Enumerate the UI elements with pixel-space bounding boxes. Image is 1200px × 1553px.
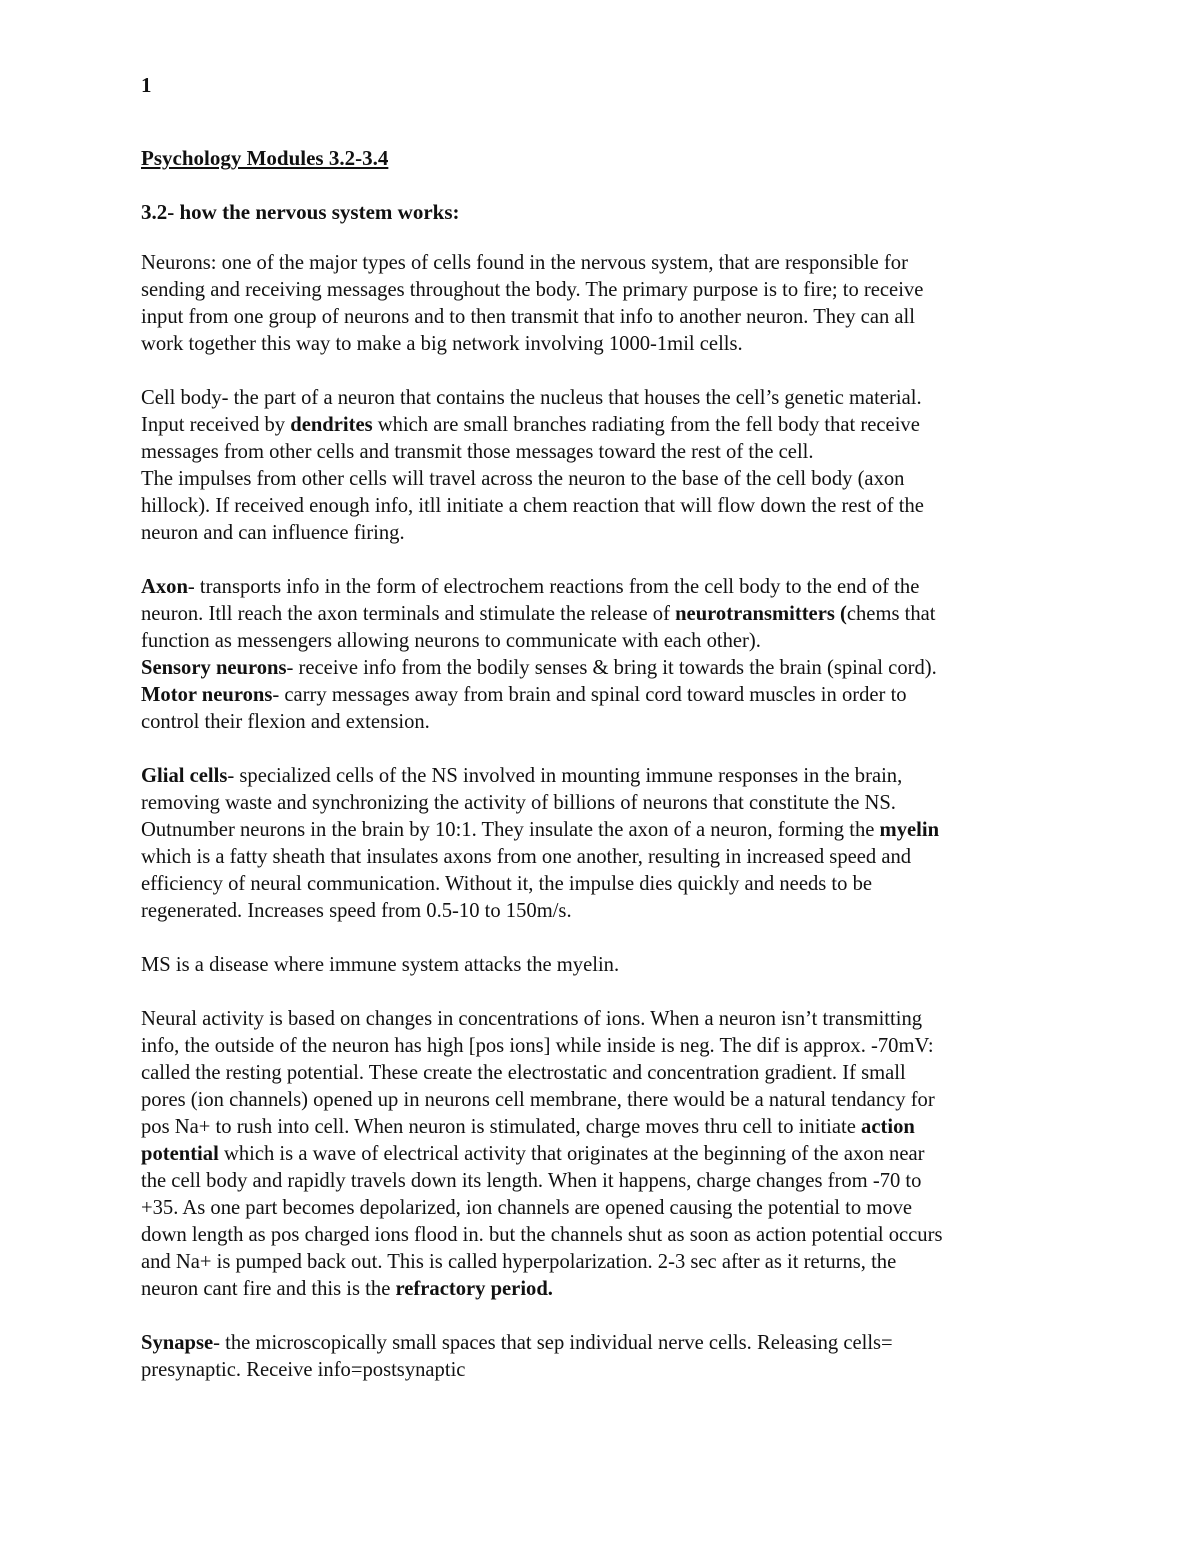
text-line: potential which is a wave of electrical activity that originates at the beginning of the axon near xyxy=(141,1143,925,1165)
text-line: called the resting potential. These create the electrostatic and concentration gradient. If small xyxy=(141,1062,906,1084)
text-line: sending and receiving messages throughout the body. The primary purpose is to fire; to receive xyxy=(141,279,924,301)
paragraph-axon xyxy=(141,574,1071,736)
term-glial-cells: Glial cells xyxy=(141,765,228,787)
text-line: neuron cant fire and this is the refractory period. xyxy=(141,1278,553,1300)
text-line: Synapse- the microscopically small spaces that sep individual nerve cells. Releasing cells= xyxy=(141,1332,893,1354)
text-line: Motor neurons- carry messages away from brain and spinal cord toward muscles in order to xyxy=(141,684,907,706)
paragraph-synapse xyxy=(141,1330,1071,1384)
term-action: action xyxy=(861,1116,915,1138)
text-line: pos Na+ to rush into cell. When neuron is stimulated, charge moves thru cell to initiate action xyxy=(141,1116,915,1138)
term-motor-neurons: Motor neurons xyxy=(141,684,273,706)
text-line: work together this way to make a big network involving 1000-1mil cells. xyxy=(141,333,743,355)
page-number: 1 xyxy=(141,73,152,97)
text-line: Neurons: one of the major types of cells found in the nervous system, that are responsible for xyxy=(141,252,908,274)
text-line: removing waste and synchronizing the activity of billions of neurons that constitute the NS. xyxy=(141,792,896,814)
term-synapse: Synapse xyxy=(141,1332,214,1354)
text-line: Glial cells- specialized cells of the NS involved in mounting immune responses in the brain, xyxy=(141,765,903,787)
text-line: pores (ion channels) opened up in neurons cell membrane, there would be a natural tendancy for xyxy=(141,1089,935,1111)
term-neurotransmitters: neurotransmitters ( xyxy=(675,603,847,625)
text-line: neuron and can influence firing. xyxy=(141,522,405,544)
text-line: Axon- transports info in the form of electrochem reactions from the cell body to the end of the xyxy=(141,576,920,598)
paragraph-neurons xyxy=(141,250,1071,358)
text-line: and Na+ is pumped back out. This is called hyperpolarization. 2-3 sec after as it returns, the xyxy=(141,1251,897,1273)
text-line: Sensory neurons- receive info from the bodily senses & bring it towards the brain (spinal cord). xyxy=(141,657,937,679)
text-line: function as messengers allowing neurons to communicate with each other). xyxy=(141,630,761,652)
term-potential: potential xyxy=(141,1143,219,1165)
text-line: regenerated. Increases speed from 0.5-10 to 150m/s. xyxy=(141,900,572,922)
text-line: the cell body and rapidly travels down its length. When it happens, charge changes from -70 to xyxy=(141,1170,922,1192)
paragraph-glial-cells xyxy=(141,763,1071,925)
text-line: Cell body- the part of a neuron that contains the nucleus that houses the cell’s genetic material. xyxy=(141,387,922,409)
term-sensory-neurons: Sensory neurons xyxy=(141,657,287,679)
text-line: messages from other cells and transmit those messages toward the rest of the cell. xyxy=(141,441,814,463)
text-line: input from one group of neurons and to then transmit that info to another neuron. They can all xyxy=(141,306,915,328)
term-myelin: myelin xyxy=(879,819,940,841)
text-line: down length as pos charged ions flood in. but the channels shut as soon as action potential occurs xyxy=(141,1224,943,1246)
text-line: Outnumber neurons in the brain by 10:1. They insulate the axon of a neuron, forming the myelin xyxy=(141,819,940,841)
paragraph-cell-body xyxy=(141,385,1071,547)
text-line: info, the outside of the neuron has high [pos ions] while inside is neg. The dif is approx. -70mV: xyxy=(141,1035,934,1057)
term-refractory-period: refractory period. xyxy=(395,1278,553,1300)
document-title: Psychology Modules 3.2-3.4 xyxy=(141,146,389,170)
text-line: hillock). If received enough info, itll initiate a chem reaction that will flow down the rest of the xyxy=(141,495,924,517)
text-line: which is a fatty sheath that insulates axons from one another, resulting in increased speed and xyxy=(141,846,912,868)
text-line: neuron. Itll reach the axon terminals and stimulate the release of neurotransmitters (chems that xyxy=(141,603,936,625)
text-line: +35. As one part becomes depolarized, ion channels are opened causing the potential to move xyxy=(141,1197,913,1219)
text-line: The impulses from other cells will travel across the neuron to the base of the cell body (axon xyxy=(141,468,905,490)
section-heading: 3.2- how the nervous system works: xyxy=(141,200,460,224)
text-line: control their flexion and extension. xyxy=(141,711,430,733)
text-line: presynaptic. Receive info=postsynaptic xyxy=(141,1359,466,1381)
paragraph-ms xyxy=(141,952,1071,979)
text-line: Input received by dendrites which are small branches radiating from the fell body that receive xyxy=(141,414,920,436)
text-line: MS is a disease where immune system attacks the myelin. xyxy=(141,954,620,976)
term-axon: Axon xyxy=(141,576,188,598)
text-line: efficiency of neural communication. Without it, the impulse dies quickly and needs to be xyxy=(141,873,873,895)
document-body xyxy=(141,250,1071,1384)
text-line: Neural activity is based on changes in concentrations of ions. When a neuron isn’t transmitting xyxy=(141,1008,923,1030)
term-dendrites: dendrites xyxy=(290,414,373,436)
paragraph-neural-activity xyxy=(141,1006,1071,1303)
